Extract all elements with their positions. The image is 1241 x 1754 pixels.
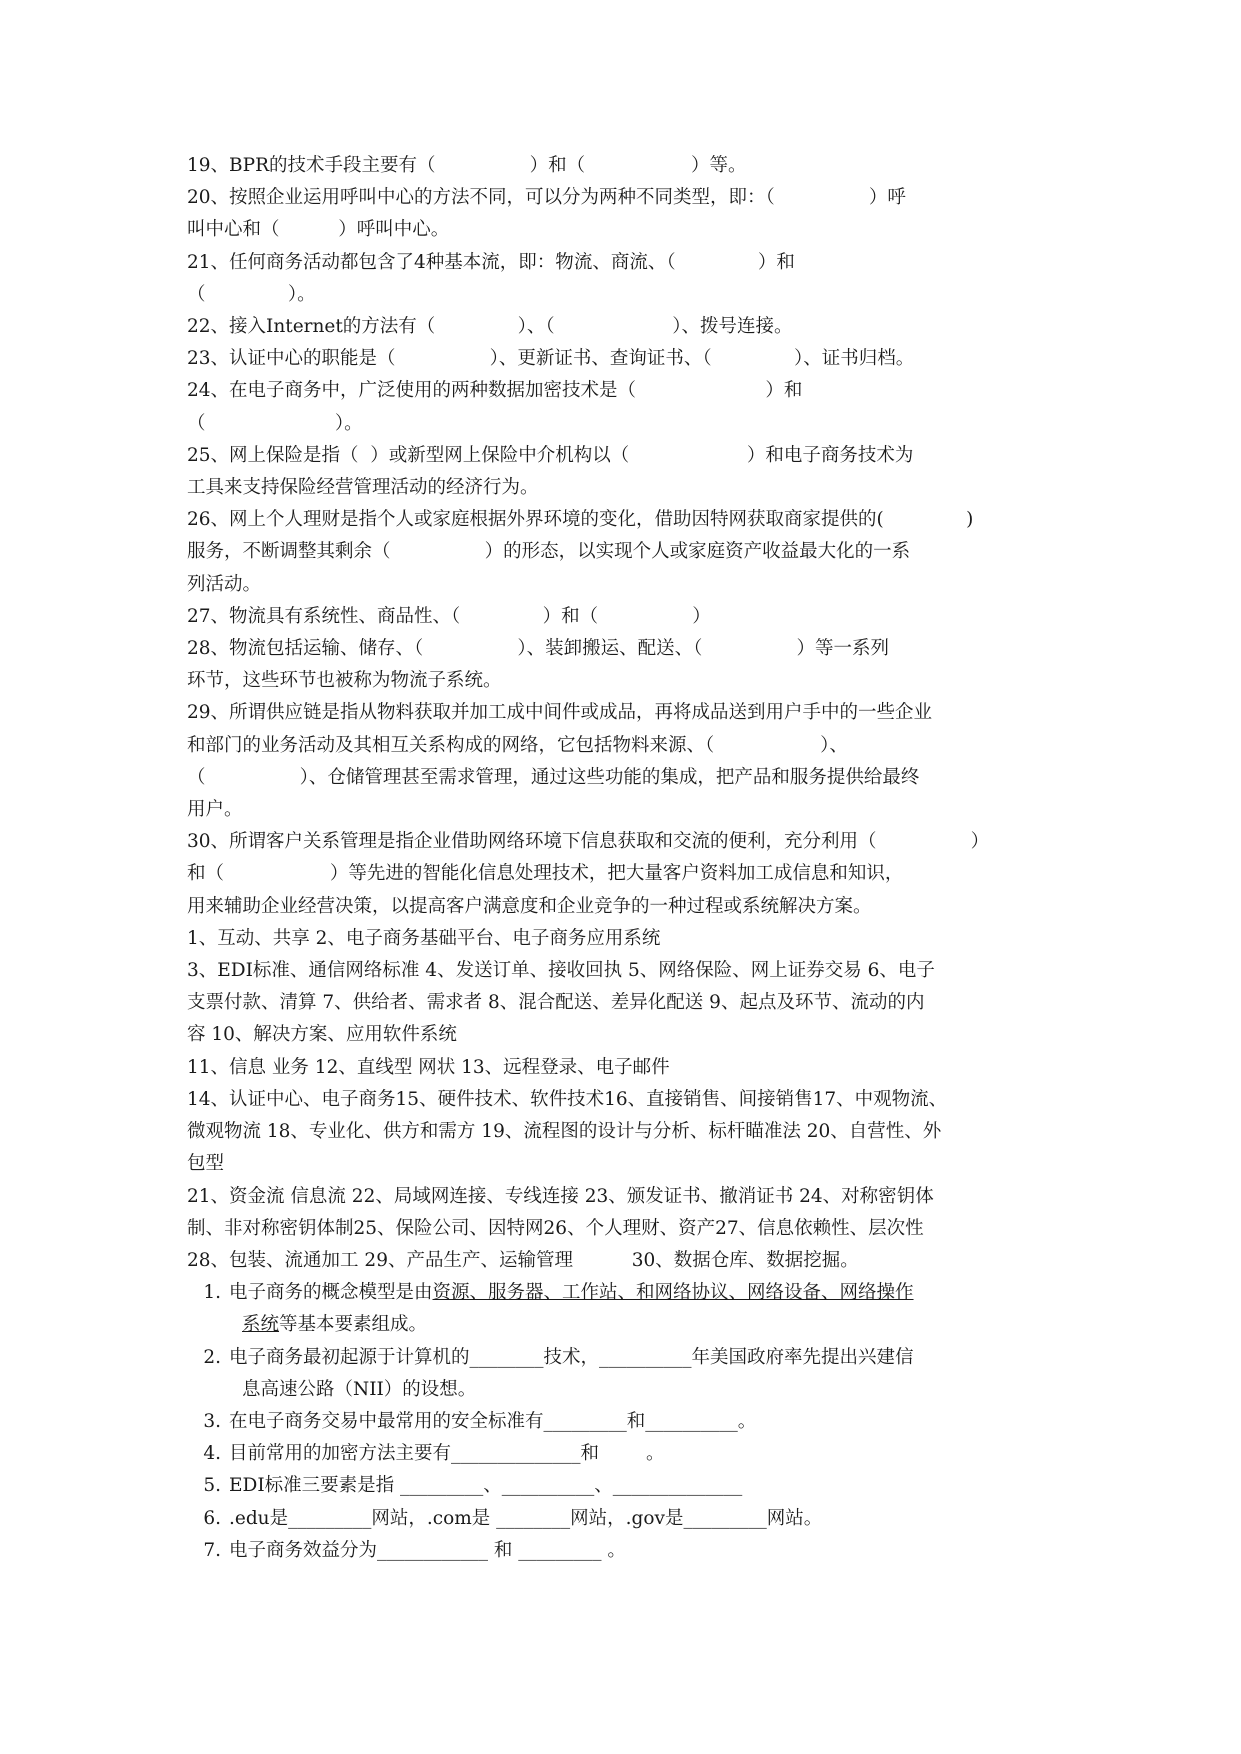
item-number: 3. — [203, 1410, 221, 1432]
answer-line: 包型 — [187, 1153, 225, 1175]
item-text: 电子商务最初起源于计算机的________技术，__________年美国政府率先提出兴建信 — [229, 1346, 914, 1368]
exercise-item — [187, 1470, 1107, 1502]
question-line: 服务，不断调整其剩余（ ）的形态，以实现个人或家庭资产收益最大化的一系 — [187, 541, 911, 563]
exercise-item — [187, 1277, 1107, 1309]
item-text: 在电子商务交易中最常用的安全标准有_________和__________。 — [229, 1410, 757, 1432]
item-text: 息高速公路（NII）的设想。 — [242, 1378, 477, 1400]
numbered-exercises — [187, 1277, 1107, 1567]
question-line: 22、接入Internet的方法有（ ）、（ ）、拨号连接。 — [187, 316, 793, 338]
question-line: 和部门的业务活动及其相互关系构成的网络，它包括物料来源、（ ）、 — [187, 734, 848, 756]
question-line: 叫中心和（ ）呼叫中心。 — [187, 219, 450, 241]
exercise-item — [187, 1438, 1107, 1470]
answer-line: 21、资金流 信息流 22、局域网连接、专线连接 23、颁发证书、撤消证书 24、对称密钥体 — [187, 1185, 934, 1207]
item-text: EDI标准三要素是指 _________、__________、______________ — [229, 1475, 743, 1497]
answer-line: 微观物流 18、专业化、供方和需方 19、流程图的设计与分析、标杆瞄准法 20、自营性、外 — [187, 1121, 942, 1143]
exercise-item-continuation — [187, 1374, 1107, 1406]
exercise-item — [187, 1406, 1107, 1438]
answer-line: 制、非对称密钥体制25、保险公司、因特网26、个人理财、资产27、信息依赖性、层次性 — [187, 1217, 924, 1239]
question-line: 25、网上保险是指（ ）或新型网上保险中介机构以（ ）和电子商务技术为 — [187, 444, 914, 466]
answer-line: 3、EDI标准、通信网络标准 4、发送订单、接收回执 5、网络保险、网上证券交易 6、电子 — [187, 960, 935, 982]
question-line: （ ）、仓储管理甚至需求管理，通过这些功能的集成，把产品和服务提供给最终 — [187, 766, 920, 788]
item-number: 6. — [203, 1507, 221, 1529]
question-line: 30、所谓客户关系管理是指企业借助网络环境下信息获取和交流的便利，充分利用（ ） — [187, 831, 990, 853]
question-line: 28、物流包括运输、储存、（ ）、装卸搬运、配送、（ ）等一系列 — [187, 638, 889, 660]
question-line: 工具来支持保险经营管理活动的经济行为。 — [187, 477, 539, 499]
question-line: 用来辅助企业经营决策，以提高客户满意度和企业竞争的一种过程或系统解决方案。 — [187, 895, 872, 917]
item-text: 目前常用的加密方法主要有______________和 。 — [229, 1443, 665, 1465]
underlined-answer: 资源、服务器、工作站、和网络协议、网络设备、网络操作 — [432, 1282, 914, 1304]
answer-line: 11、信息 业务 12、直线型 网状 13、远程登录、电子邮件 — [187, 1056, 670, 1078]
question-line: 26、网上个人理财是指个人或家庭根据外界环境的变化，借助因特网获取商家提供的( ) — [187, 509, 974, 531]
question-line: 和（ ）等先进的智能化信息处理技术，把大量客户资料加工成信息和知识， — [187, 863, 904, 885]
item-text: .edu是_________网站，.com是 ________网站，.gov是_________网站。 — [229, 1507, 823, 1529]
exercise-item-continuation — [187, 1309, 1107, 1341]
item-number: 2. — [203, 1346, 221, 1368]
answer-line: 支票付款、清算 7、供给者、需求者 8、混合配送、差异化配送 9、起点及环节、流动的内 — [187, 992, 925, 1014]
answer-line: 28、包装、流通加工 29、产品生产、运输管理 30、数据仓库、数据挖掘。 — [187, 1249, 859, 1271]
question-line: 用户。 — [187, 799, 243, 821]
question-line: 20、按照企业运用呼叫中心的方法不同，可以分为两种不同类型，即：（ ）呼 — [187, 187, 906, 209]
question-line: 环节，这些环节也被称为物流子系统。 — [187, 670, 502, 692]
document-body — [187, 150, 1107, 1567]
question-line: 23、认证中心的职能是（ ）、更新证书、查询证书、（ ）、证书归档。 — [187, 348, 915, 370]
exercise-item — [187, 1503, 1107, 1535]
underlined-answer: 系统 — [242, 1314, 280, 1336]
question-line: 29、所谓供应链是指从物料获取并加工成中间件或成品，再将成品送到用户手中的一些企业 — [187, 702, 933, 724]
item-number: 5. — [203, 1475, 221, 1497]
item-number: 4. — [203, 1443, 221, 1465]
question-line: 列活动。 — [187, 573, 262, 595]
exercise-item — [187, 1535, 1107, 1567]
item-text: 电子商务的概念模型是由 — [229, 1282, 433, 1304]
item-text: 等基本要素组成。 — [279, 1314, 428, 1336]
question-line: 27、物流具有系统性、商品性、（ ）和（ ） — [187, 605, 711, 627]
answer-line: 1、互动、共享 2、电子商务基础平台、电子商务应用系统 — [187, 927, 661, 949]
question-line: 24、在电子商务中，广泛使用的两种数据加密技术是（ ）和 — [187, 380, 803, 402]
item-number: 1. — [203, 1282, 221, 1304]
question-line: 19、BPR的技术手段主要有（ ）和（ ）等。 — [187, 155, 747, 176]
item-text: 电子商务效益分为____________ 和 _________ 。 — [229, 1539, 626, 1561]
exercise-item — [187, 1342, 1107, 1374]
question-list — [187, 150, 1107, 923]
answer-line: 14、认证中心、电子商务15、硬件技术、软件技术16、直接销售、间接销售17、中观物流、 — [187, 1088, 948, 1110]
item-number: 7. — [203, 1539, 221, 1561]
question-line: （ ）。 — [187, 412, 363, 434]
answer-line: 容 10、解决方案、应用软件系统 — [187, 1024, 457, 1046]
question-line: （ ）。 — [187, 283, 316, 305]
question-line: 21、任何商务活动都包含了4种基本流，即：物流、商流、（ ）和 — [187, 251, 795, 273]
answer-key — [187, 923, 1107, 1277]
